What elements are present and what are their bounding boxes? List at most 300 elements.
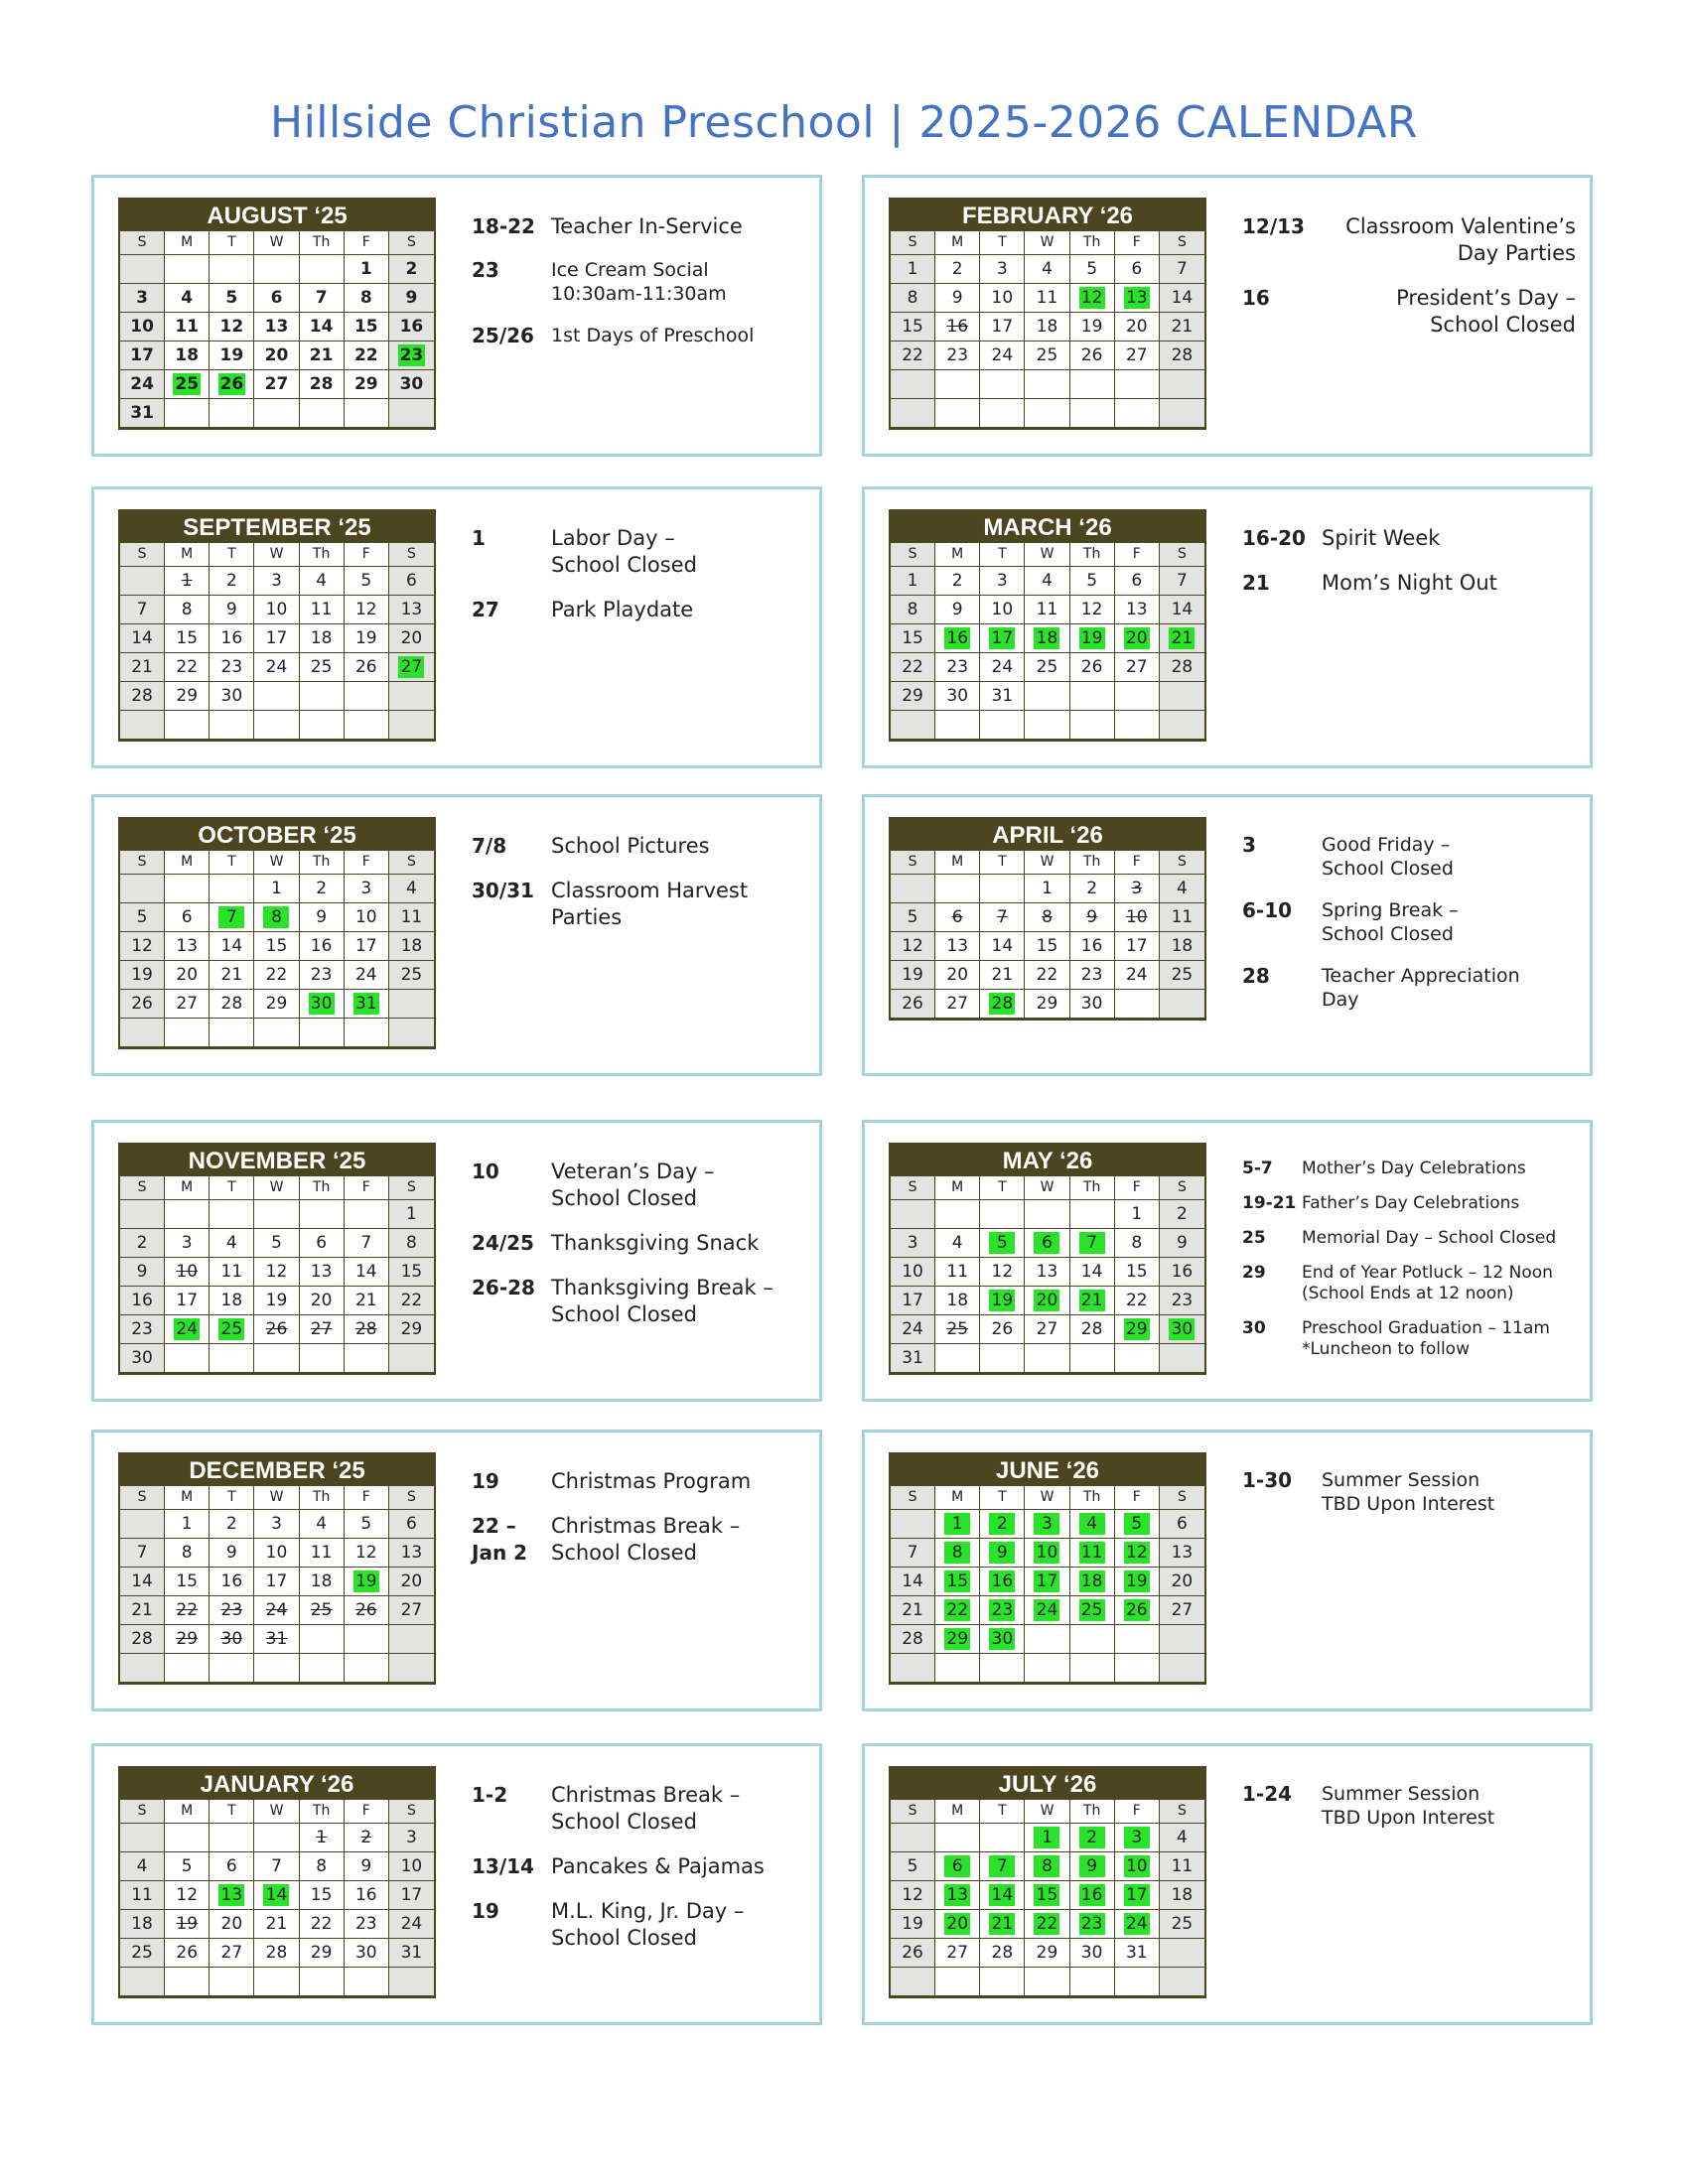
day-number: 2 [316, 879, 328, 898]
event-item [1242, 1263, 1576, 1304]
event-date: 24/25 [472, 1231, 534, 1255]
day-number: 1 [907, 571, 918, 591]
weekday-header: W [254, 543, 299, 567]
day-number: 7 [1079, 1232, 1105, 1254]
day-cell [1160, 313, 1204, 341]
weekday-header: T [210, 851, 254, 875]
event-date: 22 – Jan 2 [472, 1514, 528, 1565]
empty-cell [120, 1824, 165, 1852]
event-list [472, 525, 805, 641]
weekday-header: F [1115, 231, 1160, 255]
empty-cell [1115, 990, 1160, 1019]
empty-cell [389, 682, 434, 711]
event-list [1242, 525, 1576, 614]
day-cell [1160, 903, 1204, 932]
day-number: 13 [218, 1884, 244, 1906]
month-calendar [889, 817, 1206, 1021]
weekday-header: W [1025, 1800, 1069, 1824]
day-number: 29 [1124, 1318, 1150, 1340]
day-cell [1160, 341, 1204, 370]
day-number: 4 [316, 571, 328, 591]
day-number: 4 [1042, 571, 1053, 591]
day-cell [254, 284, 299, 313]
day-cell [1160, 1258, 1204, 1287]
day-number: 23 [131, 1319, 153, 1339]
day-number: 19 [1080, 317, 1103, 337]
day-cell [1070, 1510, 1115, 1539]
day-cell [210, 1568, 254, 1596]
day-number: 4 [136, 1856, 148, 1876]
day-number: 23 [989, 1599, 1015, 1621]
day-cell [300, 1881, 345, 1910]
day-cell [1025, 1881, 1069, 1910]
day-number: 20 [946, 965, 969, 985]
day-cell [345, 624, 389, 653]
month-title: APRIL ‘26 [891, 819, 1204, 851]
day-cell [345, 313, 389, 341]
empty-cell [345, 1654, 389, 1683]
day-cell [980, 255, 1025, 284]
empty-cell [980, 1200, 1025, 1229]
day-number: 27 [176, 994, 199, 1014]
day-cell [1160, 875, 1204, 903]
empty-cell [120, 875, 165, 903]
day-cell [210, 567, 254, 596]
event-list [472, 213, 805, 365]
day-number: 24 [130, 374, 154, 394]
weekday-header: M [935, 1486, 980, 1510]
day-cell [389, 961, 434, 990]
event-list [1242, 1468, 1576, 1534]
empty-cell [389, 1019, 434, 1047]
empty-cell [1160, 682, 1204, 711]
empty-cell [300, 1968, 345, 1996]
day-number: 18 [310, 628, 333, 648]
day-cell [980, 1852, 1025, 1881]
weekday-header: S [389, 543, 434, 567]
day-cell [210, 1852, 254, 1881]
empty-cell [935, 1968, 980, 1996]
day-cell [1115, 284, 1160, 313]
event-text: Labor Day – School Closed [551, 526, 697, 577]
day-number: 11 [310, 600, 333, 619]
day-number: 30 [220, 686, 243, 706]
day-cell [389, 653, 434, 682]
empty-cell [935, 1824, 980, 1852]
day-number: 7 [136, 600, 148, 619]
day-grid [891, 543, 1204, 740]
day-number: 5 [907, 907, 918, 927]
day-number: 2 [1079, 1827, 1105, 1848]
day-number: 5 [225, 288, 238, 308]
empty-cell [1160, 711, 1204, 740]
day-cell [980, 1229, 1025, 1258]
day-cell [1070, 1568, 1115, 1596]
day-number: 11 [1036, 288, 1058, 308]
empty-cell [1160, 990, 1204, 1019]
day-cell [1025, 255, 1069, 284]
day-number: 20 [1125, 317, 1148, 337]
day-number: 4 [405, 879, 417, 898]
day-cell [345, 1568, 389, 1596]
day-number: 1 [181, 571, 193, 591]
day-number: 8 [359, 288, 372, 308]
day-number: 15 [310, 1885, 333, 1905]
day-cell [891, 682, 935, 711]
day-cell [1070, 653, 1115, 682]
day-cell [935, 1315, 980, 1344]
day-cell [1115, 1510, 1160, 1539]
weekday-header: Th [1070, 1176, 1115, 1200]
day-cell [980, 624, 1025, 653]
weekday-header: W [254, 1486, 299, 1510]
weekday-header: W [1025, 543, 1069, 567]
day-cell [300, 1939, 345, 1968]
event-text: Thanksgiving Snack [551, 1231, 760, 1255]
day-cell [980, 1510, 1025, 1539]
day-cell [1070, 624, 1115, 653]
event-date: 13/14 [472, 1854, 534, 1878]
day-cell [120, 1344, 165, 1373]
day-number: 20 [176, 965, 199, 985]
day-cell [210, 903, 254, 932]
day-number: 23 [946, 657, 969, 677]
day-number: 4 [225, 1233, 237, 1253]
day-number: 25 [400, 965, 423, 985]
day-number: 14 [991, 936, 1014, 956]
day-cell [891, 567, 935, 596]
event-text: Summer Session TBD Upon Interest [1322, 1783, 1495, 1829]
day-number: 23 [946, 345, 969, 365]
day-cell [935, 313, 980, 341]
day-number: 16 [944, 627, 970, 649]
empty-cell [980, 875, 1025, 903]
empty-cell [254, 1654, 299, 1683]
day-cell [254, 1881, 299, 1910]
day-number: 28 [309, 374, 334, 394]
weekday-header: S [120, 1176, 165, 1200]
day-number: 15 [902, 628, 923, 648]
day-number: 6 [1131, 571, 1143, 591]
day-number: 23 [310, 965, 333, 985]
day-cell [389, 1229, 434, 1258]
day-cell [1025, 341, 1069, 370]
day-number: 6 [316, 1233, 328, 1253]
day-number: 7 [907, 1543, 918, 1563]
day-cell [165, 1625, 210, 1654]
day-number: 26 [354, 657, 377, 677]
day-cell [120, 990, 165, 1019]
day-number: 30 [989, 1628, 1015, 1650]
day-cell [891, 624, 935, 653]
day-cell [1025, 284, 1069, 313]
day-cell [1160, 1881, 1204, 1910]
event-text: Christmas Break – School Closed [551, 1514, 741, 1565]
day-number: 15 [400, 1262, 423, 1282]
day-number: 2 [989, 1513, 1015, 1535]
event-text: Teacher In-Service [551, 214, 743, 238]
day-number: 19 [989, 1290, 1015, 1311]
day-number: 23 [399, 345, 424, 365]
day-cell [1070, 1287, 1115, 1315]
day-number: 10 [1034, 1542, 1059, 1564]
empty-cell [210, 1968, 254, 1996]
day-number: 1 [181, 1514, 193, 1534]
day-cell [1115, 255, 1160, 284]
month-panel [91, 175, 822, 457]
empty-cell [935, 1654, 980, 1683]
empty-cell [935, 370, 980, 399]
weekday-header: W [254, 1800, 299, 1824]
day-cell [165, 624, 210, 653]
day-number: 22 [902, 657, 923, 677]
empty-cell [1025, 370, 1069, 399]
day-number: 27 [400, 1600, 423, 1620]
day-cell [1160, 1568, 1204, 1596]
day-number: 10 [354, 907, 377, 927]
day-number: 15 [353, 317, 378, 337]
day-cell [165, 1881, 210, 1910]
empty-cell [120, 1200, 165, 1229]
day-number: 5 [360, 571, 372, 591]
event-item [1242, 1228, 1576, 1249]
day-cell [165, 1229, 210, 1258]
day-number: 17 [176, 1291, 199, 1310]
day-cell [210, 1625, 254, 1654]
day-cell [345, 1852, 389, 1881]
day-number: 18 [1171, 936, 1194, 956]
day-number: 6 [1131, 259, 1143, 279]
event-item [472, 1468, 805, 1495]
day-number: 12 [176, 1885, 199, 1905]
day-cell [300, 624, 345, 653]
event-list [472, 1468, 805, 1584]
event-text: Memorial Day – School Closed [1302, 1228, 1557, 1248]
day-number: 4 [1176, 879, 1188, 898]
empty-cell [254, 1968, 299, 1996]
day-cell [165, 313, 210, 341]
day-number: 14 [131, 1571, 153, 1591]
day-cell [1070, 1596, 1115, 1625]
day-number: 24 [1034, 1599, 1059, 1621]
day-number: 12 [1124, 1542, 1150, 1564]
day-number: 3 [996, 571, 1008, 591]
empty-cell [165, 1968, 210, 1996]
day-number: 13 [400, 1543, 423, 1563]
day-number: 26 [902, 1943, 923, 1963]
month-panel [91, 794, 822, 1076]
day-cell [935, 1939, 980, 1968]
empty-cell [254, 1344, 299, 1373]
weekday-header: M [935, 543, 980, 567]
day-cell [1025, 1510, 1069, 1539]
day-cell [165, 1852, 210, 1881]
day-number: 21 [131, 657, 153, 677]
day-number: 14 [1171, 288, 1194, 308]
weekday-header: Th [300, 231, 345, 255]
day-number: 8 [907, 288, 918, 308]
weekday-header: T [210, 231, 254, 255]
day-cell [935, 624, 980, 653]
day-cell [891, 653, 935, 682]
empty-cell [165, 875, 210, 903]
day-number: 8 [181, 1543, 193, 1563]
day-number: 26 [991, 1319, 1014, 1339]
empty-cell [1070, 711, 1115, 740]
event-date: 1 [472, 526, 486, 550]
day-cell [1115, 903, 1160, 932]
day-cell [980, 1568, 1025, 1596]
day-cell [935, 961, 980, 990]
day-number: 21 [902, 1600, 923, 1620]
event-text: Thanksgiving Break – School Closed [551, 1276, 774, 1326]
day-cell [935, 341, 980, 370]
month-panel [862, 1430, 1593, 1711]
day-cell [210, 653, 254, 682]
day-number: 9 [225, 600, 237, 619]
empty-cell [1160, 1654, 1204, 1683]
day-cell [345, 875, 389, 903]
event-date: 7/8 [472, 834, 507, 858]
day-number: 24 [400, 1914, 423, 1934]
day-cell [1115, 1258, 1160, 1287]
day-number: 18 [1079, 1570, 1105, 1592]
empty-cell [300, 255, 345, 284]
day-number: 4 [951, 1233, 963, 1253]
event-text: Teacher Appreciation Day [1322, 965, 1520, 1011]
day-number: 10 [130, 317, 154, 337]
day-cell [254, 1910, 299, 1939]
day-cell [210, 1939, 254, 1968]
day-cell [1115, 1939, 1160, 1968]
month-title: JUNE ‘26 [891, 1454, 1204, 1486]
day-number: 5 [271, 1233, 282, 1253]
day-cell [1160, 1315, 1204, 1344]
day-number: 25 [131, 1943, 153, 1963]
event-text: Ice Cream Social 10:30am-11:30am [551, 259, 727, 305]
empty-cell [935, 711, 980, 740]
day-cell [389, 313, 434, 341]
day-number: 15 [176, 628, 199, 648]
day-number: 5 [1086, 571, 1098, 591]
event-text: End of Year Potluck – 12 Noon (School Ends at 12 noon) [1302, 1263, 1553, 1303]
day-cell [300, 1824, 345, 1852]
event-item [472, 1230, 805, 1257]
day-number: 30 [131, 1348, 153, 1368]
event-text: Mother’s Day Celebrations [1302, 1159, 1526, 1178]
day-number: 30 [946, 686, 969, 706]
empty-cell [300, 1344, 345, 1373]
month-panel [91, 1120, 822, 1402]
day-number: 13 [944, 1884, 970, 1906]
event-item [472, 1853, 805, 1880]
day-cell [1025, 1852, 1069, 1881]
day-number: 18 [1171, 1885, 1194, 1905]
day-number: 9 [1079, 1855, 1105, 1877]
day-number: 16 [220, 628, 243, 648]
day-number: 1 [1131, 1204, 1143, 1224]
day-grid [120, 543, 434, 740]
day-cell [300, 1229, 345, 1258]
day-number: 9 [360, 1856, 372, 1876]
day-cell [935, 567, 980, 596]
day-number: 3 [181, 1233, 193, 1253]
day-cell [345, 1315, 389, 1344]
day-cell [210, 1315, 254, 1344]
day-number: 4 [1042, 259, 1053, 279]
day-number: 15 [1125, 1262, 1148, 1282]
weekday-header: M [165, 1800, 210, 1824]
day-number: 4 [1176, 1828, 1188, 1847]
day-number: 17 [265, 1571, 288, 1591]
day-cell [254, 341, 299, 370]
day-cell [345, 596, 389, 624]
weekday-header: S [891, 543, 935, 567]
event-item [1242, 1318, 1576, 1360]
day-number: 5 [360, 1514, 372, 1534]
empty-cell [1025, 682, 1069, 711]
day-number: 5 [181, 1856, 193, 1876]
day-number: 10 [400, 1856, 423, 1876]
month-panel [91, 486, 822, 768]
day-number: 29 [944, 1628, 970, 1650]
day-cell [120, 341, 165, 370]
empty-cell [1115, 682, 1160, 711]
day-number: 12 [131, 936, 153, 956]
day-number: 16 [131, 1291, 153, 1310]
day-number: 27 [310, 1319, 333, 1339]
month-calendar [889, 509, 1206, 742]
day-cell [210, 1258, 254, 1287]
event-text: Veteran’s Day – School Closed [551, 1160, 715, 1210]
day-number: 17 [902, 1291, 923, 1310]
day-cell [935, 1596, 980, 1625]
month-panel [862, 486, 1593, 768]
day-number: 28 [1171, 345, 1194, 365]
day-cell [389, 903, 434, 932]
day-number: 24 [902, 1319, 923, 1339]
month-title: SEPTEMBER ‘25 [120, 511, 434, 543]
day-number: 12 [991, 1262, 1014, 1282]
day-cell [935, 1539, 980, 1568]
empty-cell [120, 1019, 165, 1047]
event-item [472, 1513, 805, 1567]
day-number: 8 [181, 600, 193, 619]
day-cell [120, 1625, 165, 1654]
day-cell [254, 596, 299, 624]
day-cell [1160, 1287, 1204, 1315]
day-cell [891, 596, 935, 624]
day-cell [1160, 1200, 1204, 1229]
weekday-header: Th [1070, 231, 1115, 255]
day-number: 16 [399, 317, 424, 337]
day-cell [389, 284, 434, 313]
day-cell [345, 1539, 389, 1568]
event-date: 25/26 [472, 324, 534, 347]
empty-cell [891, 1654, 935, 1683]
day-number: 3 [360, 879, 372, 898]
day-number: 11 [131, 1885, 153, 1905]
day-cell [345, 1510, 389, 1539]
weekday-header: Th [300, 851, 345, 875]
day-number: 17 [400, 1885, 423, 1905]
day-number: 10 [991, 600, 1014, 619]
day-number: 20 [400, 1571, 423, 1591]
empty-cell [1115, 1654, 1160, 1683]
day-number: 4 [1079, 1513, 1105, 1535]
day-number: 9 [225, 1543, 237, 1563]
empty-cell [935, 1200, 980, 1229]
